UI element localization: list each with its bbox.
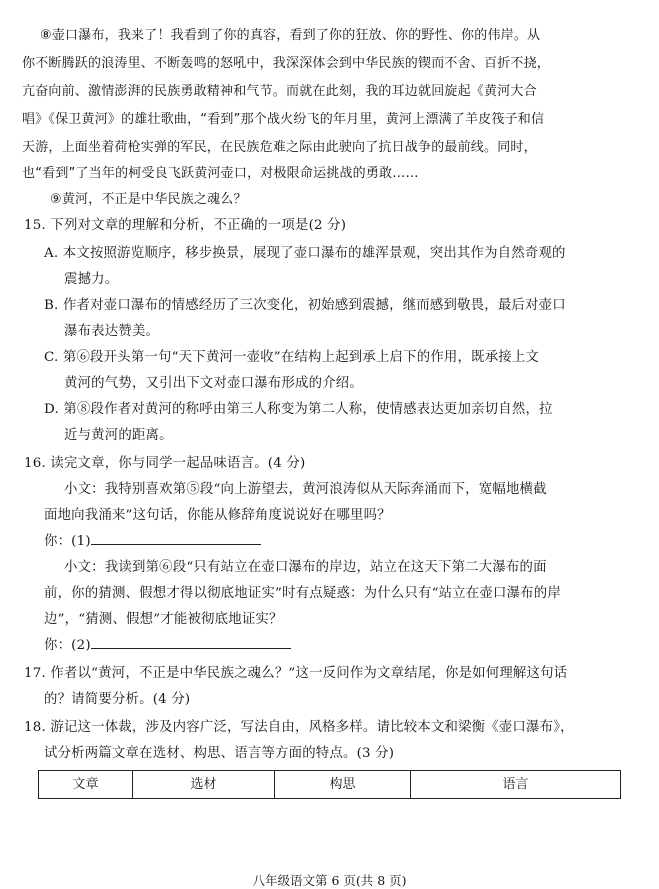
para8-line-2: 你不断腾跃的浪涛里、不断轰鸣的怒吼中，我深深体会到中华民族的锲而不舍、百折不挠， (22, 56, 551, 71)
q15-stem: 15. 下列对文章的理解和分析，不正确的一项是(2 分) (24, 218, 347, 233)
q15-option-a-cont: 震撼力。 (64, 272, 119, 287)
table-header-row (39, 771, 621, 799)
para8-line-1: ⑧壶口瀑布，我来了！我看到了你的真容，看到了你的狂放、你的野性、你的伟岸。从 (40, 28, 541, 43)
para8-line-6: 也“看到”了当年的柯受良飞跃黄河壶口，对极限命运挑战的勇敢…… (22, 166, 419, 181)
q16-answer-1 (44, 528, 261, 556)
q16-answer-2-blank[interactable] (91, 633, 291, 649)
q16-answer-1-label: 你：(1) (44, 534, 91, 549)
para9: ⑨黄河，不正是中华民族之魂么？ (50, 192, 247, 207)
q17-line-2: 的？请简要分析。(4 分) (44, 692, 191, 707)
q15-option-d: D. 第⑧段作者对黄河的称呼由第三人称变为第二人称，使情感表达更加亲切自然，拉 (44, 402, 553, 417)
q15-option-d-cont: 近与黄河的距离。 (64, 428, 173, 443)
q16-xiaowen-1-cont: 面地向我涌来”这句话，你能从修辞角度说说好在哪里吗？ (44, 508, 391, 523)
para8-line-3: 亢奋向前、激情澎湃的民族勇敢精神和气节。而就在此刻，我的耳边就回旋起《黄河大合 (22, 84, 537, 99)
q17-line-1: 17. 作者以“黄河，不正是中华民族之魂么？”这一反问作为文章结尾，你是如何理解这句话 (24, 666, 568, 681)
q15-option-c-cont: 黄河的气势，又引出下文对壶口瀑布形成的介绍。 (64, 376, 363, 391)
header-article: 文章 (39, 771, 133, 799)
q15-option-b: B. 作者对壶口瀑布的情感经历了三次变化，初始感到震撼，继而感到敬畏，最后对壶口 (44, 298, 566, 313)
q16-xiaowen-2-cont: 前，你的猜测、假想才得以彻底地证实”时有点疑惑：为什么只有“站立在壶口瀑布的岸 (44, 586, 561, 601)
header-material: 选材 (133, 771, 275, 799)
para8-line-5: 天游，上面坐着荷枪实弹的军民，在民族危难之际由此驶向了抗日战争的最前线。同时， (22, 140, 537, 155)
page-footer: 八年级语文第 6 页(共 8 页) (252, 872, 407, 888)
q18-line-2: 试分析两篇文章在选材、构思、语言等方面的特点。(3 分) (44, 746, 395, 761)
q15-option-a: A. 本文按照游览顺序，移步换景，展现了壶口瀑布的雄浑景观，突出其作为自然奇观的 (44, 246, 566, 261)
q15-option-b-cont: 瀑布表达赞美。 (64, 324, 160, 339)
para8-line-4: 唱》《保卫黄河》的雄壮歌曲，“看到”那个战火纷飞的年月里，黄河上漂满了羊皮筏子和信 (22, 112, 545, 127)
q18-line-1: 18. 游记这一体裁，涉及内容广泛，写法自由，风格多样。请比较本文和梁衡《壶口瀑布》， (24, 720, 574, 735)
q16-stem: 16. 读完文章，你与同学一起品味语言。(4 分) (24, 456, 306, 471)
q16-answer-1-blank[interactable] (91, 529, 261, 545)
q16-xiaowen-2: 小文：我读到第⑥段“只有站立在壶口瀑布的岸边，站立在这天下第二大瀑布的面 (64, 560, 547, 575)
q16-answer-2-label: 你：(2) (44, 638, 91, 653)
comparison-table (38, 770, 621, 799)
header-language: 语言 (411, 771, 621, 799)
header-structure: 构思 (275, 771, 411, 799)
q16-xiaowen-1: 小文：我特别喜欢第⑤段“向上游望去，黄河浪涛似从天际奔涌而下，宽幅地横截 (64, 482, 547, 497)
q16-xiaowen-2-cont2: 边”，“猜测、假想”才能被彻底地证实？ (44, 612, 283, 627)
q16-answer-2 (44, 632, 291, 660)
q15-option-c: C. 第⑥段开头第一句“天下黄河一壶收”在结构上起到承上启下的作用，既承接上文 (44, 350, 540, 365)
